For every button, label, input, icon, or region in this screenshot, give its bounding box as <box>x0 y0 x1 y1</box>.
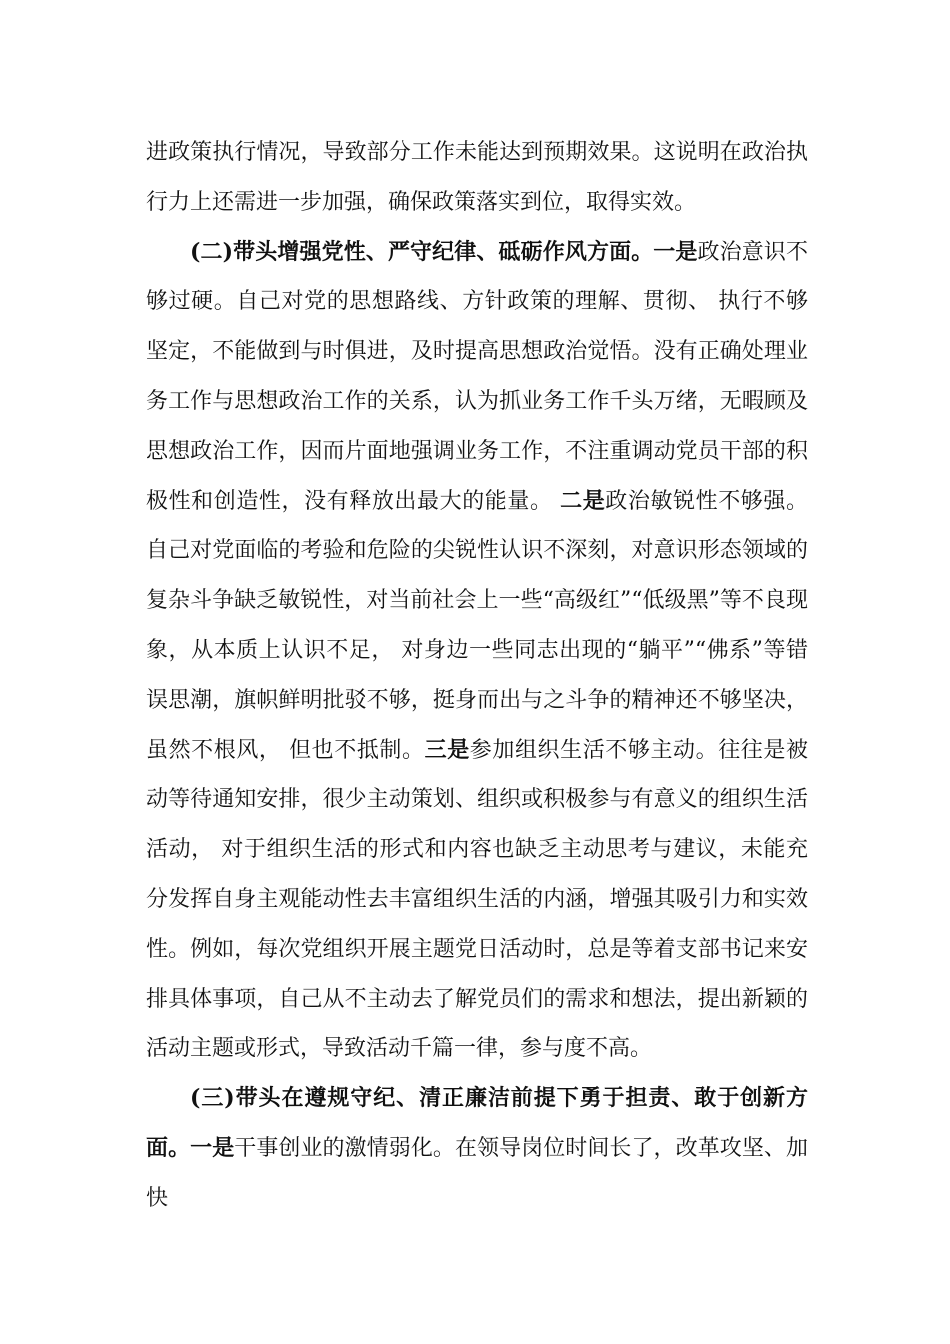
section-heading: (二)带头增强党性、严守纪律、砥砺作风方面。 <box>190 238 654 265</box>
paragraph-section-3 <box>146 1074 808 1223</box>
paragraph-text: 干事创业的激情弱化。在领导岗位时间长了，改革攻坚、加快 <box>146 1135 808 1211</box>
paragraph-text: 政治意识不够过硬。自己对党的思想路线、方针政策的理解、贯彻、 执行不够坚定，不能做到与时俱进，及时提高思想政治觉悟。没有正确处理业务工作与思想政治工作的关系，认为抓业务工作千头万绪，无暇顾及思想政治工作，因而片面地强调业务工作，不注重调动党员干部的积极性和创造性，没有释放出最大的能量。 <box>146 239 808 514</box>
document-body <box>146 128 808 1224</box>
paragraph-text: 进政策执行情况，导致部分工作未能达到预期效果。这说明在政治执行力上还需进一步加强，确保政策落实到位，取得实效。 <box>146 140 808 215</box>
paragraph-continuation <box>146 128 808 228</box>
paragraph-section-2 <box>146 228 808 1075</box>
paragraph-text: 参加组织生活不够主动。往往是被动等待通知安排，很少主动策划、组织或积极参与有意义的组织生活活动， 对于组织生活的形式和内容也缺乏主动思考与建议，未能充分发挥自身主观能动性去丰富组织生活的内涵，增强其吸引力和实效性。例如，每次党组织开展主题党日活动时，总是等着支部书记来安排具体事项，自己从不主动去了解党员们的需求和想法，提出新颖的活动主题或形式，导致活动千篇一律，参与度不高。 <box>146 737 808 1062</box>
point-label: 一是 <box>653 238 698 265</box>
point-label: 二是 <box>560 487 606 514</box>
point-label: 一是 <box>190 1134 235 1161</box>
point-label: 三是 <box>424 736 470 763</box>
section-heading: (三)带头在遵规守纪、清正廉洁前提下勇于担责、敢于创新方面。 <box>146 1085 808 1161</box>
paragraph-text: 政治敏锐性不够强。自己对党面临的考验和危险的尖锐性认识不深刻，对意识形态领域的复杂斗争缺乏敏锐性，对当前社会上一些“高级红”“低级黑”等不良现象，从本质上认识不足， 对身边一些同志出现的“躺平”“佛系”等错误思潮，旗帜鲜明批驳不够，挺身而出与之斗争的精神还不够坚决，虽然不根风， 但也不抵制。 <box>146 488 808 763</box>
